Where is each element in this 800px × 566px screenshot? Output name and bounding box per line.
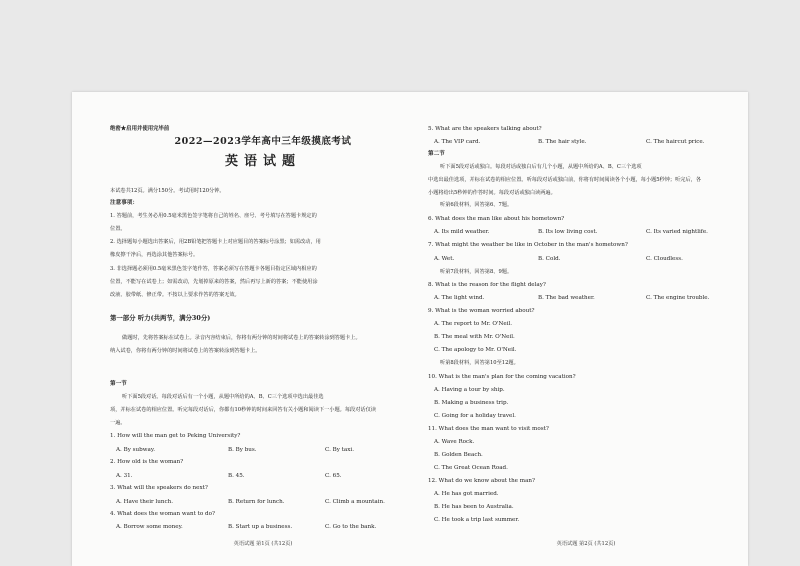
- option-a: A. The report to Mr. O'Neil.: [434, 321, 513, 327]
- question-1: 1. How will the man get to Peking University?: [110, 433, 241, 439]
- question-11: 11. What does the man want to visit most?: [428, 426, 549, 432]
- option-a: A. Having a tour by ship.: [434, 387, 505, 393]
- note-line: 橡皮擦干净后，再选涂其他答案标号。: [110, 252, 199, 258]
- option-a: A. Wave Rock.: [434, 439, 475, 445]
- question-4: 4. What does the woman want to do?: [110, 511, 215, 517]
- option-b: B. Making a business trip.: [434, 400, 509, 406]
- option-c: C. The apology to Mr. O'Neil.: [434, 347, 517, 353]
- exam-info: 本试卷共12页。满分150分。考试用时120分钟。: [110, 188, 225, 194]
- option-b: B. Golden Beach.: [434, 452, 483, 458]
- section2-heading: 第二节: [428, 151, 445, 157]
- option-a: A. Have their lunch.: [116, 499, 173, 505]
- section2-desc: 听下面5段对话或独白。每段对话或独白后有几个小题，从题中所给的A、B、C三个选项: [440, 164, 642, 170]
- option-a: A. He has got married.: [434, 491, 499, 497]
- question-3: 3. What will the speakers do next?: [110, 485, 208, 491]
- question-12: 12. What do we know about the man?: [428, 478, 536, 484]
- option-b: B. He has been to Australia.: [434, 504, 514, 510]
- section2-desc: 中选出最佳选项，并标在试卷的相应位置。听每段对话或独白前，你将有时间阅读各个小题，每小题5秒钟；听完后，各: [428, 177, 702, 183]
- note-line: 改液、胶带纸、修正带。不按以上要求作答的答案无效。: [110, 292, 240, 298]
- note-line: 位置。: [110, 226, 126, 232]
- part1-desc: 纳入试卷，你将有两分钟的时间将试卷上的答案转涂到答题卡上。: [110, 348, 261, 354]
- option-c: C. The Great Ocean Road.: [434, 465, 508, 471]
- option-c: C. Going for a holiday travel.: [434, 413, 516, 419]
- part1-desc: 做题时，先将答案标在试卷上。录音内容结束后，你将有两分钟的时间将试卷上的答案转涂到答题卡上。: [122, 335, 361, 341]
- section1-desc: 一遍。: [110, 420, 126, 426]
- option-c: C. By taxi.: [325, 447, 354, 453]
- option-b: B. The meal with Mr. O'Neil.: [434, 334, 515, 340]
- question-10: 10. What is the man's plan for the coming vacation?: [428, 374, 576, 380]
- subject-title: 英语试题: [224, 154, 301, 169]
- option-c: C. He took a trip last summer.: [434, 517, 520, 523]
- option-b: B. The bad weather.: [538, 295, 595, 301]
- option-b: B. Its low living cost.: [538, 229, 598, 235]
- page-1: [110, 92, 416, 566]
- page-footer: 英语试题 第1页 (共12页): [233, 541, 293, 547]
- option-b: B. By bus.: [228, 447, 257, 453]
- option-b: B. Return for lunch.: [228, 499, 285, 505]
- option-c: C. 65.: [325, 473, 342, 479]
- question-8: 8. What is the reason for the flight delay?: [428, 282, 546, 288]
- option-b: B. Cold.: [538, 256, 561, 262]
- note-line: 2. 选择题每小题选出答案后，用2B铅笔把答题卡上对应题目的答案标号涂黑；如需改动，用: [110, 239, 321, 245]
- question-6: 6. What does the man like about his hometown?: [428, 216, 565, 222]
- option-a: A. The light wind.: [434, 295, 485, 301]
- question-5: 5. What are the speakers talking about?: [428, 126, 542, 132]
- page-2: [428, 92, 744, 566]
- option-b: B. Start up a business.: [228, 524, 293, 530]
- option-b: B. 45.: [228, 473, 245, 479]
- section1-desc: 听下面5段对话。每段对话后有一个小题，从题中所给的A、B、C三个选项中选出最佳选: [122, 394, 324, 400]
- note-line: 1. 答题前，考生务必用0.5毫米黑色签字笔将自己的姓名、座号、考号填写在答题卡规定的: [110, 213, 317, 219]
- question-2: 2. How old is the woman?: [110, 459, 184, 465]
- page-footer: 英语试题 第2页 (共12页): [556, 541, 616, 547]
- question-9: 9. What is the woman worried about?: [428, 308, 535, 314]
- material-note: 听第7段材料，回答第8、9题。: [440, 269, 513, 275]
- section1-heading: 第一节: [110, 381, 127, 387]
- option-a: A. Its mild weather.: [434, 229, 490, 235]
- option-c: C. Its varied nightlife.: [646, 229, 708, 235]
- material-note: 听第8段材料，回答第10至12题。: [440, 360, 519, 366]
- secret-label: 绝密★启用并使用完毕前: [110, 126, 170, 132]
- option-a: A. By subway.: [116, 447, 156, 453]
- section2-desc: 小题将给出5秒钟的作答时间。每段对话或独白读两遍。: [428, 190, 556, 196]
- option-a: A. 31.: [116, 473, 133, 479]
- option-a: A. Wet.: [434, 256, 455, 262]
- option-c: C. The engine trouble.: [646, 295, 710, 301]
- note-line: 3. 非选择题必须用0.5毫米黑色签字笔作答，答案必须写在答题卡各题目指定区域内相应的: [110, 266, 317, 272]
- exam-sheet: [72, 92, 748, 566]
- option-c: C. The haircut price.: [646, 139, 705, 145]
- option-c: C. Cloudless.: [646, 256, 683, 262]
- notes-heading: 注意事项：: [110, 200, 138, 206]
- option-a: A. Borrow some money.: [116, 524, 183, 530]
- option-c: C. Go to the bank.: [325, 524, 377, 530]
- section1-desc: 项，并标在试卷的相应位置。听完每段对话后，你都有10秒钟的时间来回答有关小题和阅读下一小题。每段对话仅读: [110, 407, 376, 413]
- part1-heading: 第一部分 听力(共两节，满分30分): [110, 314, 211, 322]
- option-c: C. Climb a mountain.: [325, 499, 385, 505]
- question-7: 7. What might the weather be like in October in the man's hometown?: [428, 242, 628, 248]
- note-line: 位置，不能写在试卷上；如需改动，先划掉原来的答案，然后再写上新的答案；不能使用涂: [110, 279, 318, 285]
- exam-title: 2022—2023学年高中三年级摸底考试: [174, 136, 352, 147]
- material-note: 听第6段材料，回答第6、7题。: [440, 202, 513, 208]
- option-b: B. The hair style.: [538, 139, 587, 145]
- option-a: A. The VIP card.: [434, 139, 481, 145]
